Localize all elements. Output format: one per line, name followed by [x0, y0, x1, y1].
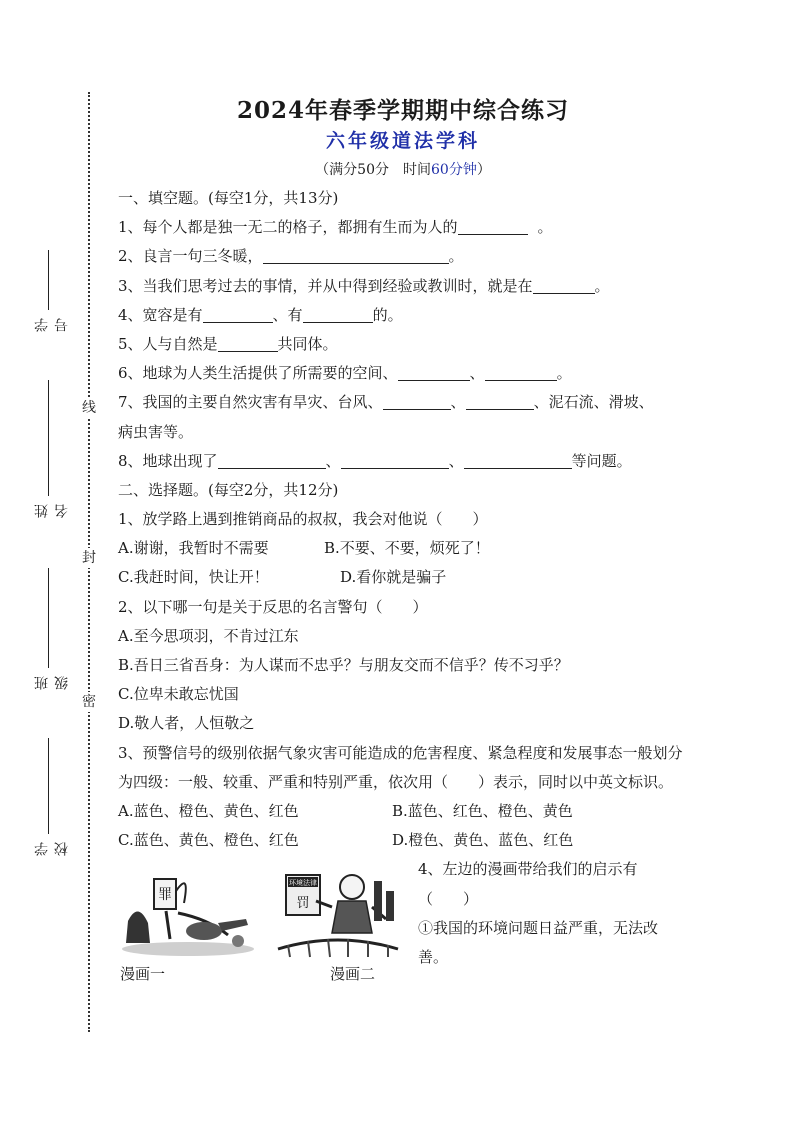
q6-end: 。	[556, 364, 572, 383]
choice-1-option-b[interactable]: B.不要、不要，烦死了！	[324, 539, 490, 558]
meta-suffix: ）	[476, 162, 491, 178]
q7-blank-1[interactable]	[383, 393, 451, 410]
q5-blank[interactable]	[218, 335, 278, 352]
choice-1-option-d[interactable]: D.看你就是骗子	[340, 568, 447, 587]
comic-2-label: 漫画二	[330, 965, 376, 984]
comic-2-image	[268, 861, 408, 961]
q3-blank[interactable]	[533, 277, 595, 294]
choice-3-options-cd	[118, 826, 688, 855]
fill-question-2	[118, 242, 688, 271]
school-line	[48, 738, 49, 834]
exam-meta	[118, 156, 688, 184]
comic-1-label: 漫画一	[120, 965, 166, 984]
comic-2-sign-text: 罚	[296, 896, 310, 912]
fill-question-5	[118, 330, 688, 359]
q8-blank-1[interactable]	[218, 452, 326, 469]
q1-blank[interactable]	[458, 218, 528, 235]
q6-blank-1[interactable]	[398, 364, 470, 381]
meta-time: 60分钟	[431, 162, 477, 178]
meta-prefix: （满分50分 时间	[315, 162, 431, 178]
class-label: 班级	[34, 674, 70, 690]
exam-subtitle: 六年级道法学科	[325, 130, 480, 152]
choice-1-options-ab	[118, 534, 688, 563]
choice-3-options-ab	[118, 797, 688, 826]
q6-mid: 、	[469, 364, 485, 383]
school-label: 学校	[34, 840, 70, 856]
question-4-area	[118, 855, 688, 995]
student-id-line	[48, 250, 49, 310]
fill-question-8	[118, 447, 688, 476]
q3-text: 3、当我们思考过去的事情，并从中得到经验或教训时，就是在	[118, 276, 533, 295]
q4-end: 的。	[372, 305, 403, 324]
q6-text: 6、地球为人类生活提供了所需要的空间、	[118, 364, 398, 383]
binding-char-feng: 封	[82, 550, 96, 566]
choice-4-statement-1[interactable]: ①我国的环境问题日益严重，无法改善。	[418, 918, 659, 966]
q4-blank-1[interactable]	[203, 306, 273, 323]
q2-end: 。	[448, 247, 464, 266]
choice-question-4	[418, 855, 686, 972]
student-id-label: 学号	[34, 316, 70, 332]
section2-heading: 二、选择题。(每空2分，共12分)	[118, 480, 339, 499]
choice-4-stem: 4、左边的漫画带给我们的启示有（ ）	[418, 860, 638, 908]
choice-1-option-c[interactable]: C.我赶时间，快让开！	[118, 568, 269, 587]
fill-question-7-cont: 病虫害等。	[118, 422, 194, 441]
q3-end: 。	[594, 276, 610, 295]
fill-question-1	[118, 213, 688, 242]
choice-2-option-b[interactable]: B.吾日三省吾身：为人谋而不忠乎？与朋友交而不信乎？传不习乎？	[118, 656, 569, 674]
fill-question-6	[118, 359, 688, 388]
q8-blank-2[interactable]	[341, 452, 449, 469]
q2-blank[interactable]	[263, 247, 449, 264]
binding-char-mi: 密	[82, 694, 96, 710]
binding-char-xian: 线	[82, 400, 96, 416]
choice-question-2: 2、以下哪一句是关于反思的名言警句（ ）	[118, 597, 428, 616]
q7-end: 、泥石流、滑坡、	[533, 393, 654, 412]
q1-end: 。	[537, 218, 553, 237]
fill-question-7	[118, 388, 688, 417]
q5-end: 共同体。	[277, 334, 338, 353]
choice-2-option-a[interactable]: A.至今思项羽，不肯过江东	[118, 626, 299, 645]
q1-text: 1、每个人都是独一无二的格子，都拥有生而为人的	[118, 218, 458, 237]
q7-blank-2[interactable]	[466, 393, 534, 410]
comic-1-sign-text: 罪	[158, 887, 172, 904]
choice-3-option-a[interactable]: A.蓝色、橙色、黄色、红色	[118, 801, 299, 820]
choice-1-option-a[interactable]: A.谢谢，我暂时不需要	[118, 539, 269, 558]
choice-1-options-cd	[118, 563, 688, 592]
q8-sep-2: 、	[448, 451, 464, 470]
section1-heading: 一、填空题。(每空1分，共13分)	[118, 189, 339, 207]
choice-3-option-b[interactable]: B.蓝色、红色、橙色、黄色	[392, 801, 573, 820]
q7-mid: 、	[450, 393, 466, 412]
q6-blank-2[interactable]	[485, 364, 557, 381]
fill-question-4	[118, 301, 688, 330]
choice-2-option-d[interactable]: D.敬人者，人恒敬之	[118, 714, 255, 733]
q4-mid: 、有	[272, 305, 303, 324]
q2-text: 2、良言一句三冬暖，	[118, 247, 263, 266]
q7-text: 7、我国的主要自然灾害有旱灾、台风、	[118, 393, 383, 412]
comic-1-image	[118, 861, 258, 961]
student-name-line	[48, 380, 49, 496]
q5-text: 5、人与自然是	[118, 334, 218, 353]
q4-text: 4、宽容是有	[118, 305, 203, 324]
comic-2-book-text: 环境法律	[289, 879, 317, 888]
student-name-label: 姓名	[34, 502, 70, 518]
q8-end: 等问题。	[571, 451, 632, 470]
q8-text: 8、地球出现了	[118, 451, 218, 470]
choice-3-option-d[interactable]: D.橙色、黄色、蓝色、红色	[392, 831, 574, 850]
exam-content	[118, 96, 688, 995]
choice-3-option-c[interactable]: C.蓝色、黄色、橙色、红色	[118, 831, 299, 850]
choice-2-option-c[interactable]: C.位卑未敢忘忧国	[118, 685, 239, 704]
q8-sep-1: 、	[325, 451, 341, 470]
choice-question-3: 3、预警信号的级别依据气象灾害可能造成的危害程度、紧急程度和发展事态一般划分为四级：一般、较重、严重和特别严重，依次用（ ）表示，同时以中英文标识。	[118, 743, 683, 791]
fill-question-3	[118, 272, 688, 301]
choice-question-1: 1、放学路上遇到推销商品的叔叔，我会对他说（ ）	[118, 510, 488, 529]
exam-title: 2024年春季学期期中综合练习	[236, 97, 569, 124]
q4-blank-2[interactable]	[303, 306, 373, 323]
q8-blank-3[interactable]	[464, 452, 572, 469]
class-line	[48, 568, 49, 668]
